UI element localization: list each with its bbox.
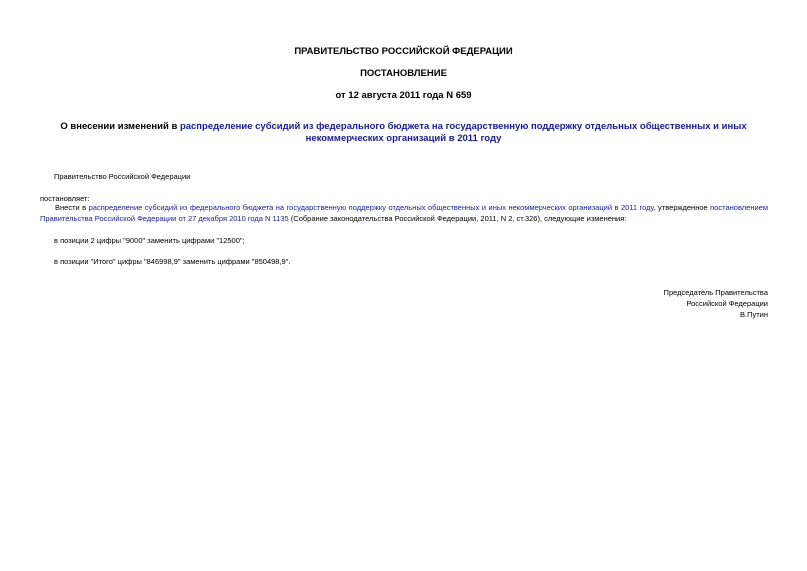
intro-text: Правительство Российской Федерации [54,172,191,181]
title-prefix: О внесении изменений в [60,121,180,132]
title-link[interactable]: распределение субсидий из федерального бюджета на государственную поддержку отдельных общественных и иных некоммерческих организаций в 2011 году [179,121,747,144]
main-paragraph [40,202,768,224]
subsidy-distribution-link[interactable]: распределение субсидий из федерального бюджета на государственную поддержку отдельных общественных и иных некоммерческих организаций в 2011 году [88,203,654,212]
document-date-heading: от 12 августа 2011 года N 659 [335,90,472,101]
issuer-heading: ПРАВИТЕЛЬСТВО РОССИЙСКОЙ ФЕДЕРАЦИИ [294,46,513,57]
document-title [40,121,767,145]
resolves-text: постановляет: [40,194,90,203]
signature-position-line-1: Председатель Правительства [663,288,768,297]
signature-position-line-2: Российской Федерации [686,299,768,308]
signatory-name: В.Путин [740,310,768,319]
change-item-2: в позиции "Итого" цифры "846998,9" заменить цифрами "850498,9". [54,257,291,266]
main-suffix: (Собрание законодательства Российской Федерации, 2011, N 2, ст.326), следующие изменения: [288,214,627,223]
resolution-1135-link[interactable]: постановлением Правительства Российской Федерации от 27 декабря 2010 года N 1135 [40,203,768,223]
main-prefix: Внести в [55,203,89,212]
document-type-heading: ПОСТАНОВЛЕНИЕ [360,68,447,79]
main-mid: , утвержденное [653,203,711,212]
change-item-1: в позиции 2 цифры "9000" заменить цифрами "12500"; [54,236,245,245]
